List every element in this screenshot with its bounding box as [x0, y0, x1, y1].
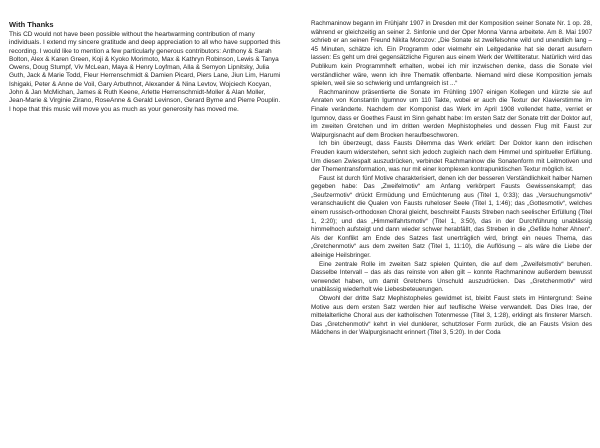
essay-paragraph-5: Eine zentrale Rolle im zweiten Satz spielen Quinten, die auf dem „Zweifelsmotiv“ beruhen. Dasselbe Intervall – das als das reinste von allen gilt – konnte Rachmaninow außerdem bewusst verwendet haben, um damit Gretchens Unschuld auszudrücken. Das „Gretchenmotiv“ wird unablässig wiederholt wie Liebesbeteuerungen. [311, 260, 592, 294]
essay-paragraph-4: Faust ist durch fünf Motive charakterisiert, denen ich der besseren Verständlichkeit halber Namen gegeben habe: Das „Zweifelmotiv“ am Anfang verkörpert Fausts Gewissenskampf; das „Seufzermotiv“ drückt Ermüdung und Ernüchterung aus (Titel 1, 0:33); das „Versuchungsmotiv“ veranschaulicht die Qualen von Fausts ruheloser Seele (Titel 1, 1:46); das „Gottesmotiv“, welches einem russisch-orthodoxen Choral gleicht, beschreibt Fausts Streben nach seelischer Erfüllung (Titel 1, 2:20); und das „Himmelfahrtsmotiv“ (Titel 1, 3:50), das in der Durchführung unablässig himmelhoch aufsteigt und dann wieder schwer herabfällt, das Streben in die „Gefilde hoher Ahnen“. Als der Konflikt am Ende des Satzes fast unerträglich wird, bringt ein neues Thema, das „Gretchenmotiv“ aus dem zweiten Satz (Titel 1, 11:10), die Auflösung – als wäre die Liebe der alleinige Heilsbringer. [311, 174, 592, 260]
essay-paragraph-3: Ich bin überzeugt, dass Fausts Dilemma das Werk erklärt: Der Doktor kann den irdischen Freuden kaum widerstehen, sehnt sich jedoch zugleich nach dem Himmel und spiritueller Erfüllung. Um diesen Zwiespalt auszudrücken, verbindet Rachmaninow die Sonatenform mit Leitmotiven und der Thementransformation, was nur mit einer komplexen kontrapunktischen Textur möglich ist. [311, 140, 592, 174]
essay-section [311, 20, 592, 338]
essay-paragraph-6: Obwohl der dritte Satz Mephistopheles gewidmet ist, bleibt Faust stets im Hintergrund: Seine Motive aus dem ersten Satz werden hier auf teuflische Weise verwandelt. Das Dies Irae, der mittelalterliche Choral aus der katholischen Totenmesse (Titel 3, 1:28), erklingt als finsterer Marsch. Das „Gretchenmotiv“ kehrt in viel dunklerer, schutzloser Form zurück, die an Fausts Vision des Mädchens in der Walpurgisnacht erinnert (Titel 3, 5:20). In der Coda [311, 295, 592, 337]
thanks-body: This CD would not have been possible without the heartwarming contribution of many individuals. I extend my sincere gratitude and deep appreciation to all who have supported this recording. I would like to mention a few particularly generous contributors: Anthony & Sarah Bolton, Alex & Karen Green, Koji & Kyoko Morimoto, Max & Kathryn Robinson, Lewis & Tanya Owens, Doug Stumpf, Viv McLean, Maya & Henry Loyfman, Alla & Semyon Lipnitsky, Julia Guth, Jack & Marie Todd, Fleur Herrenschmidt & Damien Picard, Piers Lane, Jiun Lim, Harumi Ishigaki, Peter & Anne de Voil, Gary Arbuthnot, Alexander & Nina Levtov, Wojciech Kocyan, John & Jan McMichan, James & Ruth Keene, Arlette Herrenschmidt-Moller & Alan Moller, Jean-Marie & Virginie Zirano, RoseAnne & Gerald Levinson, Gerard Byrne and Pierre Pouplin. I hope that this music will move you as much as your generosity has moved me. [9, 31, 281, 113]
thanks-section [9, 20, 281, 114]
essay-paragraph-2: Rachmaninow präsentierte die Sonate im Frühling 1907 einigen Kollegen und kürzte sie auf Anraten von Konstantin Igumnov um 110 Takte, wobei er auch die Textur der Klavierstimme im Finale veränderte. Nachdem der Komponist das Werk im April 1908 vollendet hatte, verriet er Igumnov, dass er Goethes Faust im Sinn gehabt habe: Im ersten Satz der Sonate tritt der Doktor auf, im zweiten Gretchen und im dritten werden Mephistopheles und dessen Flug mit Faust zur Walpurgisnacht auf dem Brocken heraufbeschworen. [311, 88, 592, 139]
thanks-heading: With Thanks [9, 20, 54, 29]
essay-paragraph-1: Rachmaninow begann im Frühjahr 1907 in Dresden mit der Komposition seiner Sonate Nr. 1 op. 28, während er gleichzeitig an seiner 2. Sinfonie und der Oper Monna Vanna arbeitete. Am 8. Mai 1907 schrieb er an seinen Freund Nikita Morozov: „Die Sonate ist zweifelsohne wild und unendlich lang – 45 Minuten, schätze ich. Ein Programm oder vielmehr ein Leitgedanke hat sie derart ausufern lassen: Es geht um drei gegensätzliche Figuren aus einem Werk der Weltliteratur. Natürlich wird das Publikum kein Programmheft erhalten, wobei ich mir inzwischen denke, dass die Sonate viel verständlicher wäre, wenn ich ihre Thematik offenbarte. Niemand wird diese Komposition jemals spielen, weil sie so schwierig und umfangreich ist ...“ [311, 20, 592, 88]
